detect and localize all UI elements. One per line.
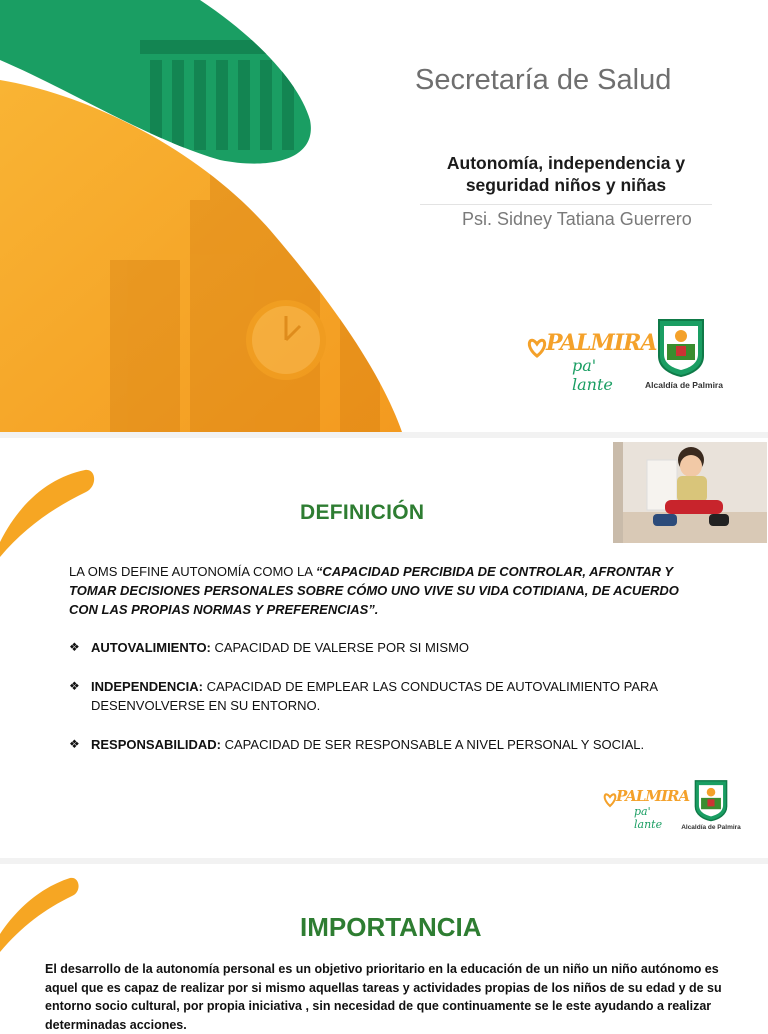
author-name: Psi. Sidney Tatiana Guerrero xyxy=(462,209,692,229)
importance-heading: IMPORTANCIA xyxy=(300,912,482,942)
list-item-autovalimiento xyxy=(69,638,709,657)
alcaldia-logo-small xyxy=(680,778,742,834)
alcaldia-caption: Alcaldía de Palmira xyxy=(645,380,723,390)
diamond-bullet-icon: ❖ xyxy=(69,640,80,654)
shield-icon xyxy=(693,778,729,822)
definition-heading: DEFINICIÓN xyxy=(300,501,425,524)
palmira-logo-line2: pa' lante xyxy=(634,805,663,831)
orange-arc-decoration xyxy=(0,452,110,562)
importance-slide xyxy=(0,864,768,1032)
oms-definition-text xyxy=(69,562,709,619)
definition-intro: LA OMS DEFINE AUTONOMÍA COMO LA xyxy=(69,564,316,579)
importance-body-text: El desarrollo de la autonomía personal es un objetivo prioritario en la educación de un niño un niño autónomo es aquel que es capaz de realizar por si mismo aquellas tareas y actividades propias de los niños de su edad y de su entorno socio cultural, por propia iniciativa , sin necesidad de que continuamente se le este ayudando a realizar determinadas acciones. xyxy=(45,962,722,1032)
bullet-term: INDEPENDENCIA: xyxy=(91,679,203,694)
alcaldia-logo xyxy=(640,316,728,394)
title-slide xyxy=(0,0,768,432)
bullet-text: CAPACIDAD DE SER RESPONSABLE A NIVEL PERSONAL Y SOCIAL. xyxy=(221,737,645,752)
diamond-bullet-icon: ❖ xyxy=(69,679,80,693)
definition-quote: “CAPACIDAD PERCIBIDA DE CONTROLAR, AFRONTAR Y TOMAR DECISIONES PERSONALES SOBRE CÓMO UNO VIVE SU VIDA COTIDIANA, DE ACUERDO CON LAS PROPIAS NORMAS Y PREFERENCIAS”. xyxy=(69,564,679,617)
alcaldia-caption: Alcaldía de Palmira xyxy=(681,824,741,831)
presentation-subtitle xyxy=(420,152,712,196)
diamond-bullet-icon: ❖ xyxy=(69,737,80,751)
presentation-title: Secretaría de Salud xyxy=(415,64,672,96)
bullet-term: AUTOVALIMIENTO: xyxy=(91,640,211,655)
bullet-text: CAPACIDAD DE VALERSE POR SI MISMO xyxy=(210,640,470,655)
definition-slide xyxy=(0,438,768,858)
subtitle-line-2: seguridad niños y niñas xyxy=(465,175,667,195)
palmira-logo-line1: PALMIRA xyxy=(616,787,690,805)
list-item-responsabilidad xyxy=(69,735,709,754)
child-tying-shoes-photo xyxy=(613,442,767,543)
orange-arc-decoration xyxy=(0,864,110,964)
bullet-text: CAPACIDAD DE EMPLEAR LAS CONDUCTAS DE AUTOVALIMIENTO PARA DESENVOLVERSE EN SU ENTORNO. xyxy=(91,679,658,713)
shield-icon xyxy=(656,316,706,378)
palmira-logo xyxy=(528,328,657,394)
bullet-term: RESPONSABILIDAD: xyxy=(91,737,222,752)
subtitle-line-1: Autonomía, independencia y xyxy=(446,153,686,173)
palmira-logo-line1: PALMIRA xyxy=(546,330,657,356)
list-item-independencia xyxy=(69,677,709,715)
divider xyxy=(420,204,712,205)
palmira-logo-small xyxy=(604,786,690,831)
palmira-logo-line2: pa' lante xyxy=(572,356,613,394)
